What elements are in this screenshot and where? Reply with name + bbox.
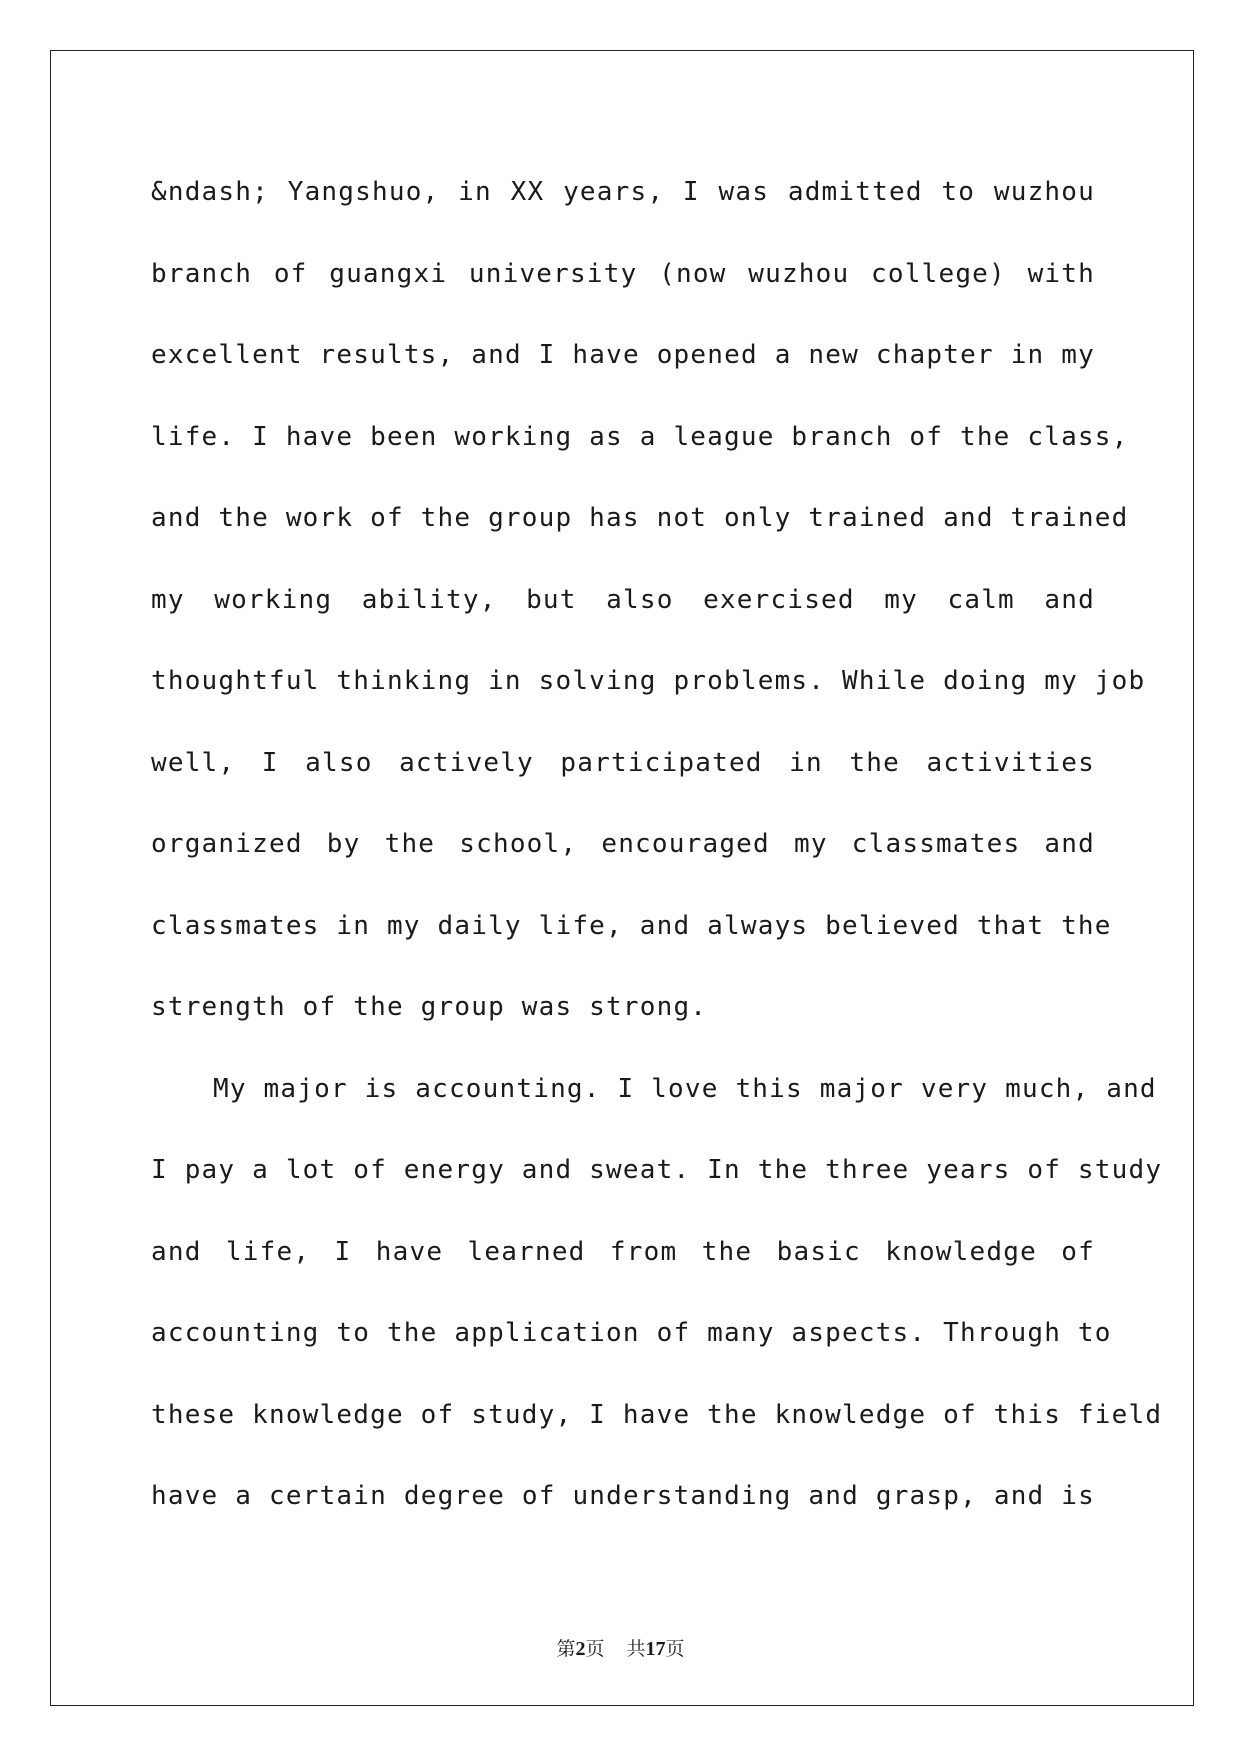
text-line: My major is accounting. I love this major very much, and [213, 1073, 1157, 1104]
text-line: these knowledge of study, I have the knowledge of this field [151, 1399, 1163, 1430]
paragraph-1 [151, 152, 1146, 1049]
text-line: and life, I have learned from the basic knowledge of [151, 1236, 1095, 1267]
text-line: organized by the school, encouraged my classmates and [151, 829, 1095, 859]
text-line: accounting to the application of many aspects. Through to [151, 1318, 1112, 1348]
text-line: &ndash; Yangshuo, in XX years, I was admitted to wuzhou [151, 177, 1095, 207]
text-line: life. I have been working as a league branch of the class, [151, 421, 1129, 452]
total-prefix: 共 [626, 1638, 646, 1660]
text-line: thoughtful thinking in solving problems. While doing my job [151, 666, 1146, 696]
text-line: my working ability, but also exercised my calm and [151, 584, 1095, 615]
text-line: strength of the group was strong. [151, 992, 708, 1022]
paragraph-2 [151, 1049, 1163, 1538]
text-line: classmates in my daily life, and always believed that the [151, 910, 1112, 941]
current-page-number: 2 [575, 1638, 586, 1660]
text-line: have a certain degree of understanding and grasp, and is [151, 1481, 1095, 1511]
document-body [151, 152, 1163, 1538]
total-suffix: 页 [665, 1638, 685, 1660]
text-line: I pay a lot of energy and sweat. In the three years of study [151, 1155, 1163, 1185]
text-line: excellent results, and I have opened a new chapter in my [151, 340, 1095, 370]
page-prefix: 第 [556, 1638, 576, 1660]
page-word: 页 [585, 1638, 605, 1660]
text-line: and the work of the group has not only trained and trained [151, 503, 1129, 533]
text-line: well, I also actively participated in the activities [151, 747, 1095, 778]
text-line: branch of guangxi university (now wuzhou college) with [151, 258, 1095, 289]
page-footer [0, 1634, 1241, 1661]
total-pages-number: 17 [645, 1638, 666, 1660]
